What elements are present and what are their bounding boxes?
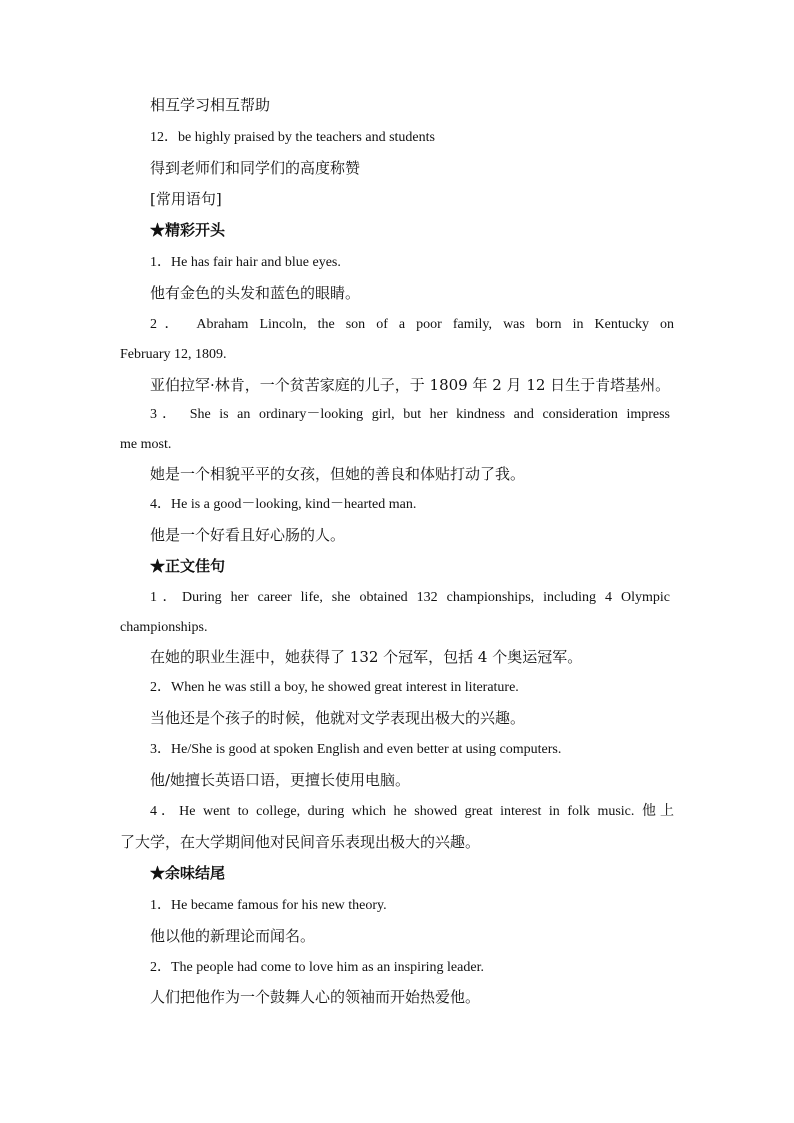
phrase-11-translation: 相互学习相互帮助 [150,96,271,114]
subheading-opening: ★精彩开头 [150,221,226,239]
body-sentence-1: 1．During her career life, she obtained 132 championships, including 4 Olympic [150,590,670,605]
opening-sentence-4: 4．He is a good－looking, kind－hearted man. [150,497,417,512]
subheading-body: ★正文佳句 [150,557,226,575]
body-sentence-3: 3．He/She is good at spoken English and even better at using computers. [150,742,562,757]
body-sentence-4: 4．He went to college, during which he showed great interest in folk music. 他上 [150,804,674,819]
ending-sentence-2-translation: 人们把他作为一个鼓舞人心的领袖而开始热爱他。 [150,988,481,1006]
opening-sentence-2-translation: 亚伯拉罕·林肯，一个贫苦家庭的儿子，于 1809 年 2 月 12 日生于肯塔基州。 [150,376,671,394]
opening-sentence-1-translation: 他有金色的头发和蓝色的眼睛。 [150,284,361,302]
opening-sentence-2: 2． Abraham Lincoln, the son of a poor family, was born in Kentucky on [150,317,674,332]
ending-sentence-2: 2．The people had come to love him as an inspiring leader. [150,960,484,975]
opening-sentence-2-cont: February 12, 1809. [120,347,227,362]
body-sentence-1-translation: 在她的职业生涯中，她获得了 132 个冠军，包括 4 个奥运冠军。 [150,648,583,666]
opening-sentence-3: 3． She is an ordinary－looking girl, but her kindness and consideration impress [150,407,670,422]
body-sentence-2: 2．When he was still a boy, he showed great interest in literature. [150,680,519,695]
body-sentence-4-cont: 了大学，在大学期间他对民间音乐表现出极大的兴趣。 [120,833,481,851]
ending-sentence-1: 1．He became famous for his new theory. [150,898,387,913]
body-sentence-1-cont: championships. [120,620,208,635]
opening-sentence-3-translation: 她是一个相貌平平的女孩，但她的善良和体贴打动了我。 [150,465,526,483]
ending-sentence-1-translation: 他以他的新理论而闻名。 [150,927,316,945]
phrase-12: 12．be highly praised by the teachers and students [150,130,435,145]
body-sentence-3-translation: 他/她擅长英语口语，更擅长使用电脑。 [150,771,411,789]
subheading-ending: ★余味结尾 [150,864,226,882]
opening-sentence-3-cont: me most. [120,437,172,452]
opening-sentence-1: 1．He has fair hair and blue eyes. [150,255,341,270]
body-sentence-2-translation: 当他还是个孩子的时候，他就对文学表现出极大的兴趣。 [150,709,526,727]
section-heading-common-sentences: [常用语句] [150,190,222,208]
opening-sentence-4-translation: 他是一个好看且好心肠的人。 [150,526,346,544]
phrase-12-translation: 得到老师们和同学们的高度称赞 [150,159,361,177]
